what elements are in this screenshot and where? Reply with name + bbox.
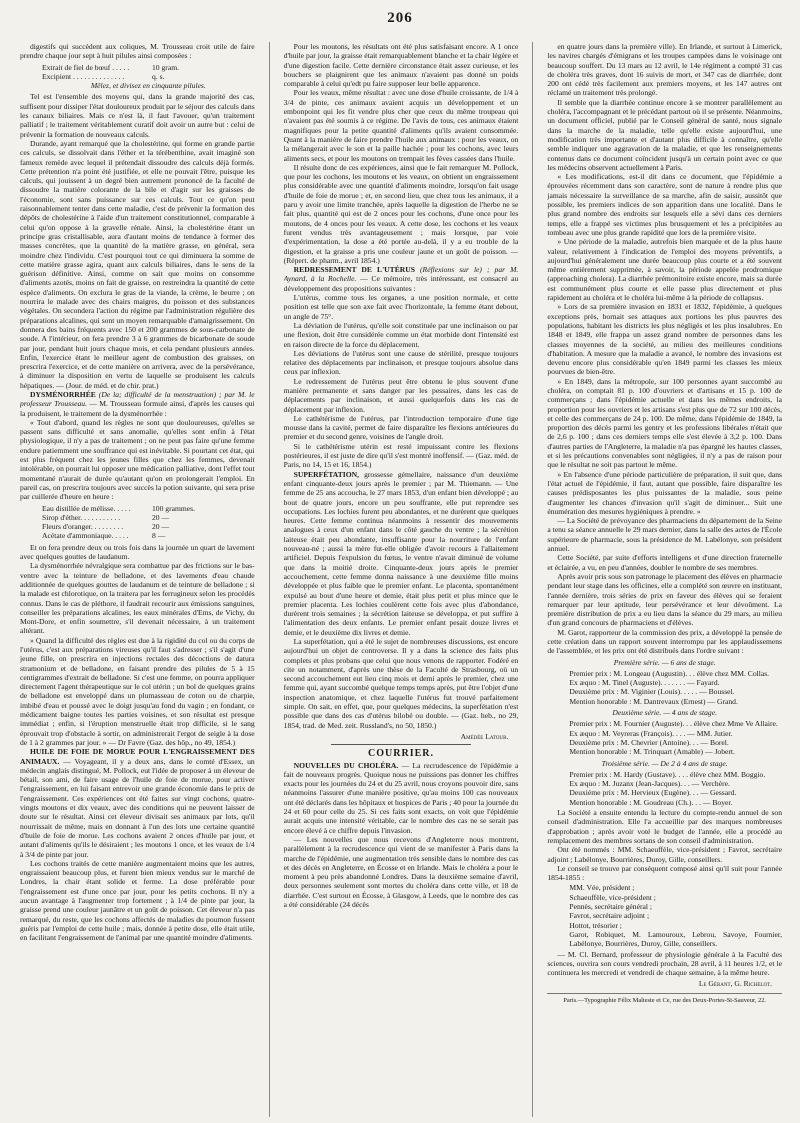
column-3	[547, 42, 782, 1117]
paragraph: Si le cathétérisme utérin est resté impuissant contre les flexions postérieures, il est juste de dire qu'il s'est montré inoffensif. — (Gaz. méd. de Paris, no 14, 15 et 16, 1854.)	[283, 441, 519, 470]
paragraph: Durande, ayant remarqué que la cholestérine, qui forme en grande partie ces calculs, se dissolvait dans l'éther et la térébenthine, avait imaginé son fameux remède avec lequel il prétendait dissoudre des calculs déjà formés. Cette prétention n'a point été justifiée, et elle ne pouvait l'être, puisque les calculs, qui jouissent à un degré bien autrement prononcé de la faculté de dissoudre la matière colorante de la bile et d'agir sur les graisses de l'économie, sont sans puissance sur ces calculs. Tout ce qu'on peut raisonnablement tenter dans cette maladie, c'est de prévenir la formation des dépôts de cholestérine à l'aide d'un traitement constitutionnel, comparable à celui qu'on oppose à la gravelle rénale. Ainsi, la cholestérine étant un principe gras cristallisable, aura d'autant moins de tendance à former des masses concrètes, que la quantité de la matière grasse, en général, sera moindre chez l'individu. C'est pourquoi tout ce qui diminuera la somme de cette matière grasse agira, quant aux calculs biliaires, dans le sens de la guérison définitive. Ainsi, comme on sait que moins on consomme d'aliments azotés, moins on fait de graisse, on restreindra la quantité de cette espèce d'aliments. On exclura le gras de la viande, la crème, le beurre ; on nourrira le malade avec des chairs maigres, du poisson et des substances végétales. On secondera l'action du régime par l'administration régulière des préparations alcalines, qui sont un moyen remarquable d'amaigrissement. On donnera des bains fréquents avec 150 et 200 grammes de sous-carbonate de soude. A l'intérieur, on fera prendre 3 à 6 grammes de bicarbonate de soude par jour, pendant huit jours chaque mois, et cela pendant plusieurs années. Enfin, l'exercice étant le meilleur agent de combustion des graisses, on prescrira l'exercice, et de cette manière on arrivera, avec de la persévérance, à diminuer la disposition en vertu de laquelle se produisent les calculs hépatiques. — (Jour. de méd. et de chir. prat.)	[20, 138, 255, 390]
paragraph: » Une période de la maladie, autrefois bien marquée et de la plus haute valeur, relativement à l'indication de l'emploi des moyens préventifs, a aujourd'hui généralement une durée beaucoup plus courte et a été souvent même entièrement supprimée, à savoir, la période appelée prodromique (approaching cholera). La diarrhée prémonitoire existe encore, mais sa durée est communément plus courte et elle passe plus directement et plus rapidement au choléra et le choléra lui-même à la période de collapsus.	[547, 237, 783, 303]
column-2	[284, 42, 519, 1117]
paragraph: « Tout d'abord, quand les règles ne sont que douloureuses, qu'elles se passent sans difficulté et sans anomalie, qu'elles sont enfin à l'état physiologique, il n'y a pas de traitement ; on ne peut pas faire qu'une femme endure patiemment une souffrance qui est inévitable. Si pourtant cet état, qui est plus fréquent chez les jeunes filles que chez les femmes, devenait intolérable, on pourrait lui opposer une médication palliative, dont l'effet tout momentané n'aurait de durée qu'autant qu'on en prolongerait l'emploi. En pareil cas, on prescrira toujours avec succès la potion suivante, qui sera prise par cuillerée d'heure en heure :	[20, 417, 255, 502]
prize-list: Premier prix : M. Longeau (Augustin). . . élève chez MM. Collas. Ex æquo : M. Tinel (Auguste). . . . . . . — Fayard. Deuxième prix : M. Viginier (Louis). . . . . — Boussel. Mention honorable : M. Dantrevaux (Ernest) — Grand.	[569, 668, 770, 706]
printer-imprint: Paris.—Typographie Félix Malteste et Ce, rue des Deux-Portes-St-Sauveur, 22.	[547, 993, 782, 1005]
paragraph: La dysménorrhée névralgique sera combattue par des frictions sur le bas-ventre avec la teinture de belladone, et des lavements d'eau chaude additionnée de quelques gouttes de laudanum et de teinture de belladone ; si la malade est chlorotique, on la traitera par les ferrugineux selon les procédés connus. Dans le cas de pléthore, il faudrait recourir aux émissions sanguines, conseiller les préparations alcalines, les eaux minérales d'Ems, de Vichy, du Mont-Dore, et enfin soumettre, s'il devenait nécessaire, à un traitement altérant.	[20, 561, 255, 636]
prize-list: Premier prix : M. Fournier (Auguste). . . élève chez Mme Ve Allaire. Ex æquo : M. Veyreras (François). . . . — MM. Jutier. Deuxième prix : M. Chevrier (Antoine). . . — Borel. Mention honorable : M. Trinquart (Amable) — Jobert.	[569, 719, 778, 757]
paragraph: » Lors de sa première invasion en 1831 et 1832, l'épidémie, à quelques exceptions près, bornait ses attaques aux portions les plus pauvres des populations, habitant les districts les plus négligés et les plus insalubres. En 1848 et 1849, elle frappa un assez grand nombre de personnes dans les classes moyennes de la société, au milieu des meilleures conditions d'habitation. A mesure que la maladie a avancé, le nombre des invasions est devenu encore plus considérable qu'en 1849 parmi les classes les mieux pourvues de bien-être.	[547, 302, 783, 377]
article-cholera-news: NOUVELLES DU CHOLÉRA. — La recrudescence de l'épidémie a fait de nouveaux progrès. Quoique nous ne puissions pas donner les chiffres exacts pour les journées du 24 et du 25 avril, nous croyons pouvoir dire, sans néanmoins l'assurer d'une manière positive, qu'au moins 100 cas nouveaux ont été déclarés dans les hôpitaux et hospices de Paris ; 40 pour la journée du 24 et 60 pour celle du 25. Si ces faits sont exacts, on voit que l'épidémie aurait acquis une intensité véritable, car le nombre des cas ne se serait pas encore élevé à ce chiffre depuis l'invasion.	[283, 760, 519, 835]
paragraph: Le conseil se trouve par conséquent composé ainsi qu'il suit pour l'année 1854-1855 :	[547, 863, 783, 883]
paragraph: Pour les moutons, les résultats ont été plus satisfaisant encore. A 1 once d'huile par jour, la graisse était remarquablement blanche et la chair légère et d'une digestion facile. Cette dernière circonstance était assez curieuse, et les bouchers se plaignirent que les animaux n'avaient pas donné un poids comparable à celui qu'edt pu faire supposer leur belle apparence.	[283, 42, 519, 89]
paragraph: — Les nouvelles que nous recevons d'Angleterre nous montrent, parallèlement à la recrudescence qui vient de se manifester à Paris dans la marche de l'épidémie, une augmentation très sensible dans le nombre des cas et des décès en Angleterre, en Écosse et en Irlande. Mais le choléra a pour le moment à peu près abandonné Londres. Dans la deuxième semaine d'avril, deux personnes seulement sont mortes du choléra dans cette ville, et 18 de diarrhée. C'est surtout en Écosse, à Glasgow, à Leeds, que le nombre des cas a été considérable (24 décès	[283, 834, 519, 910]
paragraph: — M. Cl. Bernard, professeur de physiologie générale à la Faculté des sciences, ouvrira son cours vendredi prochain, 28 avril, à 11 heures 1/2, et le continuera les mercredi et vendredi de chaque semaine, à la même heure.	[547, 949, 783, 978]
column-divider	[532, 42, 533, 1117]
formula-potion: Eau distillée de mélisse. . . . . 100 grammes. Sirop d'éther. . . . . . . . . . . 20 — Fleurs d'oranger. . . . . . . . . 20 — Acétate d'ammoniaque. . . . . 8 —	[42, 503, 196, 541]
prize-series-title: Deuxième série. — 4 ans de stage.	[612, 708, 717, 718]
paragraph: » En 1849, dans la métropole, sur 100 personnes ayant succombé au choléra, on comptait 81 p. 100 d'ouvriers et d'artisans et 15 p. 100 de commerçans ; dans l'épidémie actuelle et dans les mêmes endroits, la proportion pour les ouvriers et les artisans s'est plus que de 72 sur 100 décès, et celle des commerçans de 24 p. 100. De même, dans l'épidémie de 1849, la proportion des décès parmi les gentry et les professions libérales n'était que de 2,6 p. 100 ; dans ces derniers temps elle s'est élevée à 3,2 p. 100. Dans d'autres parties de l'Angleterre, la maladie n'a pas épargné les hautes classes, et si les précautions convenables sont négligées, il n'y a pas de raison pour que le résultat ne soit pas partout le même.	[547, 376, 783, 470]
paragraph: en quatre jours dans la première ville). En Irlande, et surtout à Limerick, les navires chargés d'émigrans et les troupes campées dans le voisinage ont beaucoup souffert. Du 13 mars au 12 avril, le 14e régiment a compté 31 cas de choléra très graves, dont 16 suivis de mort, et 347 cas de diarrhée, dont 200 ont cédé très facilement aux premiers moyens, et les 147 autres ont réclamé un traitement très prolongé.	[547, 42, 783, 98]
paragraph: » En l'absence d'une période particulière de préparation, il suit que, dans l'état actuel de l'épidémie, il faut, autant que possible, faire disparaître les causes prédisposantes les plus puissantes de la maladie, sous peine d'augmenter les chances d'invasion qu'il s'agit de diminuer... Suit une énumération des mesures hygiéniques à prendre. »	[547, 469, 783, 516]
paragraph: Les déviations de l'utérus sont une cause de stérilité, presque toujours relative des déplacements par inclinaison, et presque toujours absolue dans ceux par inflexion.	[283, 348, 519, 377]
paragraph: digestifs qui succèdent aux coliques, M. Trousseau croit utile de faire prendre chaque jour sept à huit pilules ainsi composées :	[20, 42, 255, 61]
paragraph: — La Société de prévoyance des pharmaciens du département de la Seine a tenu sa séance annuelle le 29 mars dernier, dans la salle des actes de l'École supérieure de pharmacie, sous la présidence de M. Labélonye, son président annuel.	[547, 516, 783, 554]
article-huile-foie-morue: HUILE DE FOIE DE MORUE POUR L'ENGRAISSEMENT DES ANIMAUX. — Voyageant, il y a deux ans, dans le comté d'Essex, un médecin anglais distingué, M. Pollock, eut l'idée de proposer à un éleveur de bétail, son ami, de faire usage de l'huile de foie de morue, pour activer l'engraissement, en lui faisant entrevoir une grande économie dans le prix de l'engraissement. Ces expériences ont été faites sur vingt cochons, quatre-vingts moutons et dix veaux, avec des conditions qui ne peuvent laisser de doute sur le résultat. Ainsi cet éleveur divisait ses animaux par lots, qu'il nourrissait de même, mais en donnant à l'un des lots une certaine quantité d'huile de foie de morue. Les cochons avaient 2 onces d'huile par jour, et autant d'aliments qu'ils le désiraient ; les moutons 1 once, et les veaux de 1/4 à 3/4 de pinte par jour.	[20, 747, 255, 859]
section-heading-courrier: COURRIER.	[368, 748, 434, 760]
column-1	[20, 42, 255, 1117]
paragraph: L'utérus, comme tous les organes, a une position normale, et cette position est telle que son axe fait avec l'horizontale, la femme étant debout, un angle de 75°.	[283, 293, 519, 321]
prize-series-title: Troisième série. — De 2 à 4 ans de stage.	[601, 758, 728, 768]
prize-series-title: Première série. — 6 ans de stage.	[613, 657, 716, 667]
gerant-signature: Le Gérant, G. Richelot.	[698, 979, 773, 989]
columns	[20, 42, 782, 1117]
paragraph: Pour les veaux, même résultat : avec une dose d'huile croissante, de 1/4 à 3/4 de pinte, ces animaux avaient acquis un développement et un embonpoint qui les fit vendre plus cher que ceux du même troupeau qui n'avaient pas été soumis à ce régime. De l'avis de tous, ces animaux étaient magnifiques pour la petite quantité d'aliments qu'ils avaient consommée. Quant à la manière de faire prendre l'huile aux animaux : pour les veaux, on la mélangerait avec le son et la paille hachée ; pour les cochons, avec leurs aliments secs, et pour les moutons on trempait les fèves cassées dans l'huile.	[283, 88, 519, 163]
paragraph: Le redressement de l'utérus peut être obtenu le plus souvent d'une manière permanente et sans danger par les pessaires, dans les cas de déplacements par inclinaison, et aussi quelquefois dans les cas de déplacement par inflexion.	[283, 376, 519, 414]
article-redressement-uterus: REDRESSEMENT DE L'UTÉRUS (Réflexions sur le) ; par M. Aynard, à la Rochelle. — Ce mémoire, très intéressant, est consacré au développement des propositions suivantes :	[283, 265, 519, 293]
paragraph: Cette Société, par suite d'efforts intelligens et d'une direction fraternelle et éclairée, a vu, en peu d'années, doubler le nombre de ses membres.	[547, 553, 783, 572]
prize-list: Premier prix : M. Hardy (Gustave). . . . élève chez MM. Boggio. Ex æquo : M. Juzanx (Jean-Jacques). . . — Verchère. Deuxième prix : M. Hervieux (Eugène). . . — Gessard. Mention honorable : M. Goudreau (Ch.). . . — Boyer.	[569, 769, 766, 807]
paragraph: Les cochons traités de cette manière augmentaient moins que les autres, engraissaient beaucoup plus, et furent bien mieux vendus sur le marché de Londres, la chair étant solide et ferme. La dose préférable pour l'engraissement est d'une once par jour, pour les petits cochons. Il n'y a aucun avantage à l'augmenter trop fortement ; à 1/4 de pinte par jour, la graisse prend une couleur jaunâtre et un goût de poisson. Cet éleveur n'a pas remarqué, du reste, que les cochons affectés de maladies du poumon fussent guéris par l'emploi de cette huile ; mais, donnée à petite dose, elle était utile, en facilitant l'engraissement de l'animal par une quantité moindre d'aliments.	[20, 858, 255, 943]
paragraph: Il résulte donc de ces expériences, ainsi que le fait remarquer M. Pollock, que pour les cochons, les moutons et les veaux, on obtient un engraissement plus considérable avec une quantité d'aliments moindre, lorsqu'on fait usage d'huile de foie de morue ; et, en second lieu, que chez tous les animaux, il a paru y avoir une limite tranchée, après laquelle la digestion de l'herbe ne se fait plus, quantité qui est de 2 onces pour les cochons, d'une once pour les moutons, de 4 onces pour les veaux. A cette dose, les cochons et les veaux furent vendus très avantageusement ; mais lorsque, par voie d'expérimentation, la dose a été portée au-delà, il y a eu trouble de la digestion, et la graisse a pris une couleur jaune et un goût de poisson. — (Répert. de pharm., avril 1854.)	[283, 162, 519, 265]
paragraph: Tel est l'ensemble des moyens qui, dans la grande majorité des cas, suffisent pour dissiper l'état douloureux produit par le séjour des calculs dans les canaux biliaires. Mais ce n'est là, il faut l'avouer, qu'un traitement palliatif ; le traitement véritablement curatif doit avoir un autre but : celui de prévenir la formation de nouveaux calculs.	[20, 92, 255, 139]
paragraph: La superfétation, qui a été le sujet de nombreuses discussions, est encore aujourd'hui un objet de controverse. Il y a dans la science des faits plus complets et plus probans que celui que nous venons de rapporter. Fodéré en cite un notamment, d'après une thèse de la Faculté de Strasbourg, où un second accouchement eut lieu cinq mois et demi après le premier, chez une femme qui, ayant succombé quelque temps temps après, put être l'objet d'une inspection anatomique, et chez laquelle l'utérus fut trouvé parfaitement simple. On sait, en effet, que, pour quelques médecins, la superfétation n'est possible que dans des cas d'utérus bilobé ou double. — (Gaz. heb., no 29, 1854, trad. de Med. zeit. Russland's, no 50, 1850.)	[283, 637, 519, 730]
paragraph: » Quand la difficulté des règles est due à la rigidité du col ou du corps de l'utérus, c'est aux préparations vireuses qu'il faut s'adresser ; s'il s'agit d'une jeune fille, on prescrira en injections rectales des décoctions de datura stramonium et de belladone, en faisant prendre des pilules de 5 à 15 centigrammes d'extrait de belladone. Si c'est une femme, on pourra appliquer directement l'agent thérapeutique sur le col utérin ; un bol de quelques grains de belladone est enveloppé dans un plumasseau de coton ou de charpie, imbibé d'eau et poussé avec le doigt jusqu'au fond du vagin ; en fondant, ce médicament baigne toutes les parties voisines, et son résultat est presque immédiat ; enfin, si l'éruption menstruelle était trop difficile, si le sang éprouvait trop d'obstacle à sortir, on administrerait l'ergot de seigle à la dose de 1 à 2 grammes par jour. » — Dr Favre (Gaz. des hôp., no 49, 1854.)	[20, 635, 255, 747]
council-list: MM. Vée, président ; Schaeuffèle, vice-président ; Pennès, secrétaire général ; Favrot, secrétaire adjoint ; Hottot, trésorier ; Garot, Robiquet, M. Lamouroux, Lebrou, Savoye, Fournier, Labélonye, Bourrières, Duroy, Gille, conseillers.	[569, 883, 783, 949]
paragraph: Le cathétérisme de l'utérus, par l'introduction temporaire d'une tige mousse dans la cavité, permet de faire disparaître les flexions antérieures du premier et du second genre, voisines de l'angle droit.	[283, 413, 519, 442]
paragraph: Ont été nommés : MM. Schaeuffèle, vice-président ; Favrot, secrétaire adjoint ; Labélonye, Bourrières, Duroy, Gille, conseillers.	[547, 845, 783, 864]
page-number: 206	[387, 10, 413, 26]
paragraph: La Société a ensuite entendu la lecture du compte-rendu annuel de son conseil d'administration. Elle l'a accueillie par des marques nombreuses d'approbation ; après avoir voté le budget de l'année, elle a procédé au remplacement des membres sortans de son conseil d'administration.	[547, 808, 783, 845]
article-superfetation: SUPERFÉTATION, grossesse gémellaire, naissance d'un deuxième enfant cinquante-deux jours après le premier ; par M. Thiemann. — Une femme de 25 ans accoucha, le 27 mars 1853, d'un enfant bien développé ; au bout de quatre jours, encore un peu souffrante, elle put reprendre ses occupations. Les lochies furent peu abondantes, et ne durèrent que quelques heures. Cette femme continua néanmoins à ressentir des mouvements analogues à ceux d'un enfant dans le côté gauche du ventre ; la sécrétion laiteuse était peu abondante, insuffisante pour la nourriture de l'enfant nouveau-né ; aussi la mère fut-elle obligée d'avoir recours à l'allaitement artificiel. Depuis l'expulsion du fœtus, le ventre n'avait diminué de volume que dans la moitié droite. Cinquante-deux jours après le premier accouchement, cette femme donna naissance à une deuxième fille moins développée et plus faible que le premier enfant. Le placenta, spontanément expulsé au bout d'une heure et demie, était plus petit et plus mince que le premier placenta. Les lochies coulèrent cette fois avec plus d'abondance, durèrent trois semaines ; la sécrétion laiteuse se développa, et put suffire à l'alimentation des deux enfants. Le premier enfant pesait douze livres et demie, et le deuxième dix livres et demie.	[283, 469, 519, 637]
formula-pills: Extrait de fiel de bœuf . . . . . 10 gram. Excipient . . . . . . . . . . . . . . q. s. Mêlez, et divisez en cinquante pilules.	[42, 62, 206, 91]
paragraph: « Les modifications, est-il dit dans ce document, que l'épidémie a éprouvées récemment dans son caractère, sont de nature à rendre plus que jamais nécessaire la surveillance de sa marche, afin de saisir, aussitôt que possible, les premiers indices de son apparition dans une localité. Dans le plus grand nombre des endroits sur lesquels elle a sévi dans ces derniers temps, elle a frappé ses victimes plus brusquement et les a précipitées au tombeau avec une plus grande rapidité que lors de la première visite.	[547, 172, 783, 237]
paragraph: Il semble que la diarrhée continue encore à se montrer parallèlement au choléra, l'accompagnant et le précédant partout où il se présente. Néanmoins, un document officiel, publié par le Conseil général de santé, nous signale dans la marche de la maladie, telle qu'elle existe aujourd'hui, une modification très importante et d'autant plus difficile à connaître, qu'elle semble indiquer une aggravation de la maladie, et que les renseignements contenus dans ce document coïncident jusqu'à un certain point avec ce que les médecins observent actuellement à Paris.	[547, 97, 783, 172]
author-signature: Amédée Latour.	[460, 731, 509, 741]
column-divider	[269, 42, 270, 1117]
paragraph: Après avoir pris sous son patronage le placement des élèves en pharmacie pendant leur stage dans les officines, elle a complété son œuvre en instituant, l'année dernière, trois séries de prix en faveur des élèves qui se feraient remarquer par leur aptitude, leur persévérance et leur dévoûment. La première distribution de prix a eu lieu dans la séance du 29 mars, au milieu d'un grand concours de pharmaciens et d'élèves.	[547, 571, 783, 628]
paragraph: M. Garot, rapporteur de la commission des prix, a développé la pensée de cette création dans un rapport souvent interrompu par les applaudissemens de l'assemblée, et les prix ont été distribués dans l'ordre suivant :	[547, 627, 783, 656]
paragraph: La déviation de l'utérus, qu'elle soit constituée par une inclinaison ou par une flexion, doit être considérée comme un état morbide dont l'intensité est en raison directe de la force du déplacement.	[283, 320, 519, 349]
article-dysmenorrhee: DYSMÉNORRHÉE (De la; difficulté de la menstruation) ; par M. le professeur Trousseau. — M. Trousseau formule ainsi, d'après les causes qui la produisent, le traitement de la dysménorrhée :	[20, 389, 255, 418]
paragraph: Et on fera prendre deux ou trois fois dans la journée un quart de lavement avec quelques gouttes de laudanum.	[20, 542, 255, 562]
divider-rule	[331, 744, 472, 745]
